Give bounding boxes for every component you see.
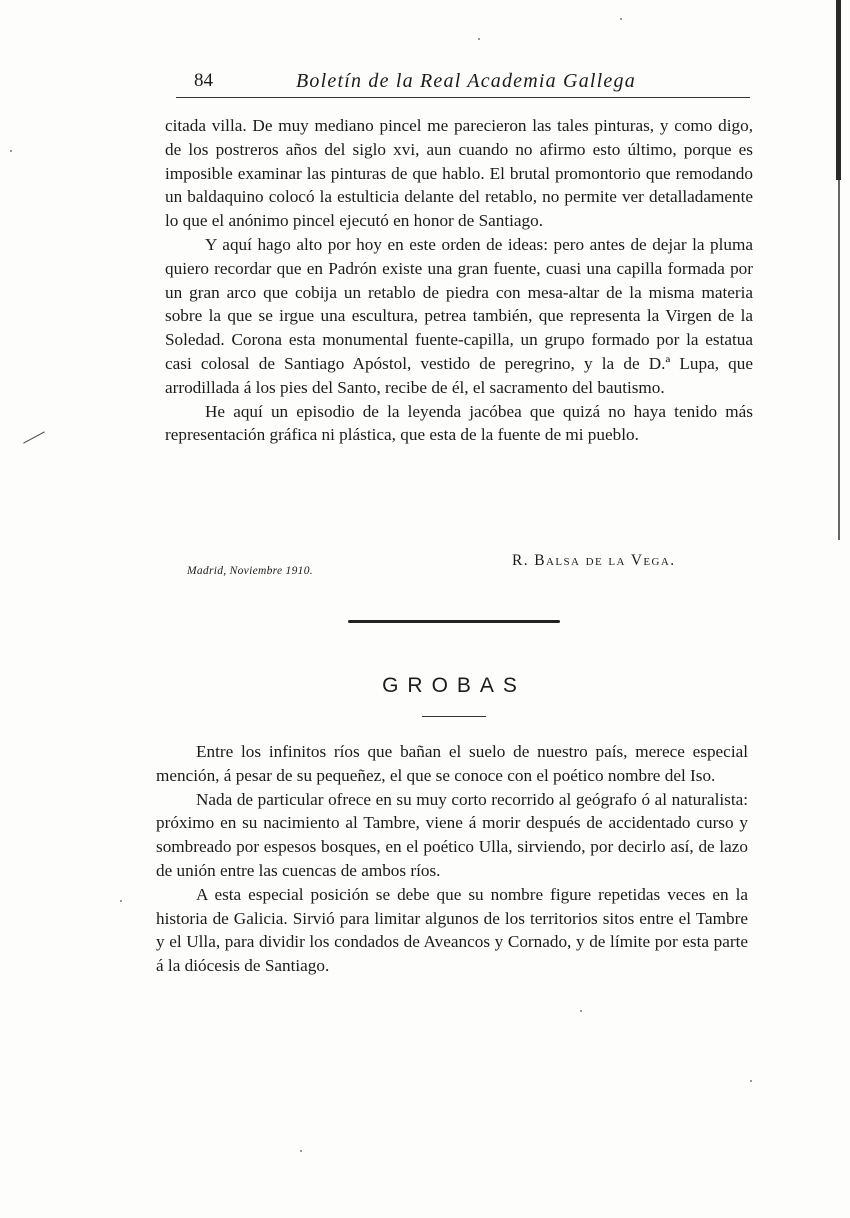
title-underline	[422, 716, 486, 717]
scan-speck	[478, 38, 480, 40]
scan-speck	[120, 900, 122, 902]
margin-mark	[23, 431, 45, 443]
paragraph: Nada de particular ofrece en su muy corto recorrido al geógrafo ó al naturalista: próximo en su nacimiento al Tambre, viene á morir después de accidentado curso y sombreado por espesos bosques, en el poético Ulla, sirviendo, por decirlo así, de lazo de unión entre las cuencas de ambos ríos.	[156, 789, 748, 880]
section-title: GROBAS	[382, 674, 526, 697]
paragraph: Entre los infinitos ríos que bañan el suelo de nuestro país, merece especial mención, á pesar de su pequeñez, el que se conoce con el poético nombre del Iso.	[156, 742, 748, 785]
paragraph: He aquí un episodio de la leyenda jacóbea que quizá no haya tenido más representación gráfica ni plástica, que esta de la fuente de mi pueblo.	[165, 401, 753, 445]
running-title: Boletín de la Real Academia Gallega	[296, 70, 636, 92]
page-edge-shadow-lower	[838, 180, 840, 540]
place-date: Madrid, Noviembre 1910.	[187, 565, 313, 577]
author-signature: R. Balsa de la Vega.	[512, 552, 676, 569]
page-number: 84	[194, 70, 213, 91]
paragraph: A esta especial posición se debe que su nombre figure repetidas veces en la historia de Galicia. Sirvió para limitar algunos de los territorios sitos entre el Tambre y el Ulla, para dividir los condados de Aveancos y Cornado, y de límite por esta parte á la diócesis de Santiago.	[156, 884, 748, 976]
scan-speck	[300, 1150, 302, 1152]
paragraph: citada villa. De muy mediano pincel me parecieron las tales pinturas, y como digo, de los postreros años del siglo xvi, aun cuando no afirmo esto último, porque es imposible examinar las pinturas de que hablo. El brutal promontorio que remodando un baldaquino colocó la estulticia delante del retablo, no permite ver detalladamente lo que el anónimo pincel ejecutó en honor de Santiago.	[165, 116, 753, 231]
scan-speck	[580, 1010, 582, 1012]
paragraph: Y aquí hago alto por hoy en este orden de ideas: pero antes de dejar la pluma quiero recordar que en Padrón existe una gran fuente, cuasi una capilla formada por un gran arco que cobija un retablo de piedra con mesa-altar de la misma materia sobre la que se irgue una escultura, petrea también, que representa la Virgen de la Soledad. Corona esta monumental fuente-capilla, un grupo formado por la estatua casi colosal de Santiago Apóstol, vestido de peregrino, y la de D.ª Lupa, que arrodillada á los pies del Santo, recibe de él, el sacramento del bautismo.	[165, 234, 753, 397]
scan-speck	[10, 150, 12, 152]
article-grobas	[156, 740, 748, 978]
header-rule	[176, 97, 750, 98]
running-header	[176, 68, 750, 98]
scan-speck	[750, 1080, 752, 1082]
section-divider	[348, 620, 560, 623]
page-edge-shadow	[836, 0, 841, 180]
scan-speck	[620, 18, 622, 20]
article-continuation	[165, 114, 753, 447]
